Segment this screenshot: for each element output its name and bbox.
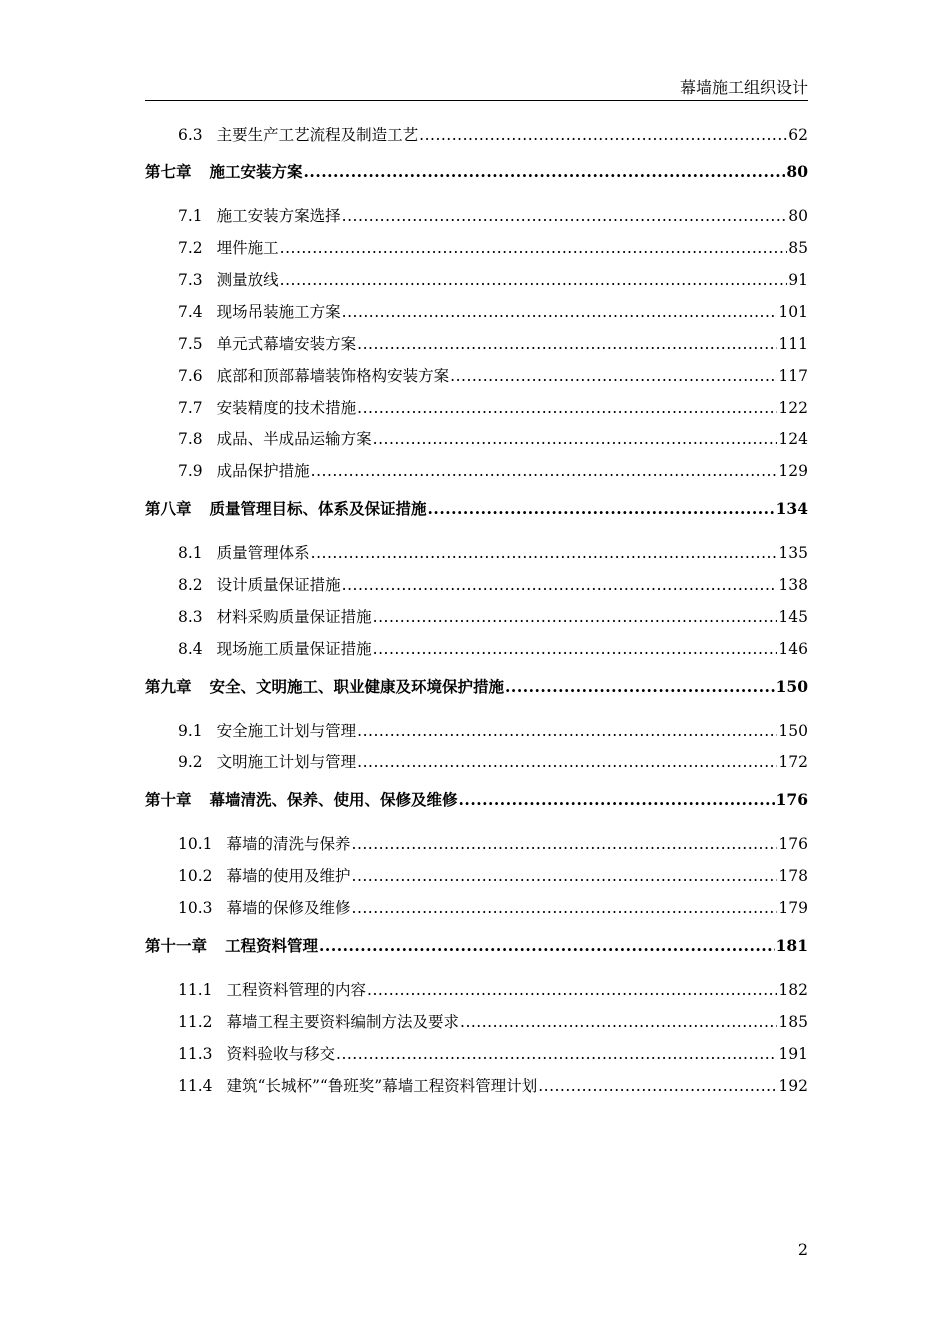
toc-entry-number: 9.2	[178, 753, 203, 771]
toc-entry-title: 幕墙的保修及维修	[226, 899, 351, 917]
toc-entry-title: 施工安装方案选择	[216, 207, 341, 225]
toc-entry-page: 80	[786, 162, 808, 181]
toc-entry-page: 176	[778, 835, 808, 853]
toc-entry-title: 幕墙的使用及维护	[226, 867, 351, 885]
toc-entry-title: 工程资料管理	[225, 936, 319, 955]
toc-leader-dots	[459, 790, 775, 810]
toc-entry-title: 质量管理体系	[216, 544, 310, 562]
toc-chapter-entry[interactable]	[145, 162, 808, 182]
toc-entry-title: 埋件施工	[216, 239, 279, 257]
running-header: 幕墙施工组织设计	[679, 78, 808, 97]
toc-entry-title: 幕墙工程主要资料编制方法及要求	[226, 1013, 460, 1031]
toc-entry-title: 工程资料管理的内容	[226, 981, 367, 999]
toc-leader-dots	[450, 366, 777, 386]
toc-entry-number: 7.7	[178, 399, 203, 417]
toc-section-entry[interactable]	[178, 270, 808, 290]
toc-leader-dots	[304, 162, 786, 182]
toc-entry-page: 138	[778, 576, 808, 594]
toc-entry-title: 资料验收与移交	[226, 1045, 336, 1063]
toc-section-entry[interactable]	[178, 575, 808, 595]
toc-entry-page: 129	[778, 462, 808, 480]
toc-entry-page: 62	[788, 126, 808, 144]
toc-chapter-entry[interactable]	[145, 677, 808, 697]
toc-section-entry[interactable]	[178, 607, 808, 627]
toc-entry-page: 150	[778, 722, 808, 740]
toc-leader-dots	[311, 461, 778, 481]
toc-leader-dots	[505, 677, 775, 697]
toc-section-entry[interactable]	[178, 980, 808, 1000]
toc-leader-dots	[311, 543, 778, 563]
toc-entry-page: 117	[778, 367, 808, 385]
toc-section-entry[interactable]	[178, 1012, 808, 1032]
toc-entry-number: 7.1	[178, 207, 203, 225]
toc-chapter-entry[interactable]	[145, 499, 808, 519]
toc-entry-number: 6.3	[178, 126, 203, 144]
toc-chapter-entry[interactable]	[145, 936, 808, 956]
toc-entry-page: 172	[778, 753, 808, 771]
toc-entry-number: 第九章	[145, 677, 192, 696]
toc-leader-dots	[373, 429, 778, 449]
toc-entry-number: 7.2	[178, 239, 203, 257]
toc-leader-dots	[419, 125, 787, 145]
toc-entry-page: 134	[775, 499, 808, 518]
toc-leader-dots	[352, 834, 778, 854]
toc-entry-number: 9.1	[178, 722, 203, 740]
toc-entry-page: 101	[778, 303, 808, 321]
toc-section-entry[interactable]	[178, 366, 808, 386]
toc-entry-title: 施工安装方案	[209, 162, 303, 181]
toc-entry-title: 幕墙清洗、保养、使用、保修及维修	[209, 790, 458, 809]
toc-entry-number: 8.1	[178, 544, 203, 562]
toc-entry-title: 幕墙的清洗与保养	[226, 835, 351, 853]
toc-leader-dots	[280, 238, 788, 258]
page-number: 2	[797, 1240, 808, 1259]
toc-entry-number: 10.2	[178, 867, 213, 885]
toc-leader-dots	[373, 639, 778, 659]
toc-entry-page: 111	[778, 335, 808, 353]
toc-entry-number: 第十一章	[145, 936, 208, 955]
toc-entry-title: 材料采购质量保证措施	[216, 608, 372, 626]
toc-leader-dots	[367, 980, 777, 1000]
toc-entry-number: 8.4	[178, 640, 203, 658]
toc-entry-page: 179	[778, 899, 808, 917]
toc-entry-number: 7.8	[178, 430, 203, 448]
toc-entry-page: 182	[778, 981, 808, 999]
toc-entry-number: 第八章	[145, 499, 192, 518]
toc-entry-page: 178	[778, 867, 808, 885]
toc-leader-dots	[280, 270, 788, 290]
toc-entry-title: 安全施工计划与管理	[216, 722, 357, 740]
toc-leader-dots	[357, 721, 777, 741]
toc-section-entry[interactable]	[178, 1076, 808, 1096]
toc-leader-dots	[357, 334, 777, 354]
toc-leader-dots	[428, 499, 775, 519]
toc-entry-title: 主要生产工艺流程及制造工艺	[216, 126, 419, 144]
toc-entry-page: 176	[775, 790, 808, 809]
toc-entry-title: 测量放线	[216, 271, 279, 289]
toc-entry-number: 第十章	[145, 790, 192, 809]
toc-entry-number: 7.4	[178, 303, 203, 321]
toc-section-entry[interactable]	[178, 206, 808, 226]
toc-entry-number: 7.9	[178, 462, 203, 480]
toc-entry-number: 11.2	[178, 1013, 213, 1031]
toc-leader-dots	[336, 1044, 777, 1064]
toc-entry-page: 124	[778, 430, 808, 448]
toc-leader-dots	[342, 302, 778, 322]
toc-entry-number: 11.4	[178, 1077, 213, 1095]
toc-section-entry[interactable]	[178, 334, 808, 354]
toc-leader-dots	[342, 575, 778, 595]
toc-section-entry[interactable]	[178, 866, 808, 886]
toc-leader-dots	[373, 607, 778, 627]
toc-entry-number: 10.3	[178, 899, 213, 917]
toc-entry-page: 91	[788, 271, 808, 289]
toc-section-entry[interactable]	[178, 752, 808, 772]
toc-leader-dots	[352, 866, 778, 886]
toc-entry-title: 现场吊装施工方案	[216, 303, 341, 321]
toc-entry-number: 8.3	[178, 608, 203, 626]
toc-section-entry[interactable]	[178, 721, 808, 741]
toc-entry-page: 191	[778, 1045, 808, 1063]
toc-entry-title: 成品、半成品运输方案	[216, 430, 372, 448]
toc-entry-title: 文明施工计划与管理	[216, 753, 357, 771]
toc-entry-title: 设计质量保证措施	[216, 576, 341, 594]
toc-entry-title: 成品保护措施	[216, 462, 310, 480]
toc-entry-number: 10.1	[178, 835, 213, 853]
toc-entry-number: 8.2	[178, 576, 203, 594]
toc-section-entry[interactable]	[178, 238, 808, 258]
toc-section-entry[interactable]	[178, 639, 808, 659]
toc-section-entry[interactable]	[178, 898, 808, 918]
toc-entry-number: 7.5	[178, 335, 203, 353]
toc-section-entry[interactable]	[178, 398, 808, 418]
toc-entry-title: 安装精度的技术措施	[216, 399, 357, 417]
toc-entry-page: 185	[778, 1013, 808, 1031]
toc-entry-number: 11.1	[178, 981, 213, 999]
toc-leader-dots	[342, 206, 788, 226]
toc-entry-page: 150	[775, 677, 808, 696]
toc-leader-dots	[460, 1012, 777, 1032]
toc-entry-title: 单元式幕墙安装方案	[216, 335, 357, 353]
toc-leader-dots	[352, 898, 778, 918]
toc-entry-title: 建筑“长城杯”“鲁班奖”幕墙工程资料管理计划	[226, 1077, 538, 1095]
toc-leader-dots	[357, 752, 777, 772]
toc-entry-page: 122	[778, 399, 808, 417]
toc-section-entry[interactable]	[178, 461, 808, 481]
toc-entry-page: 135	[778, 544, 808, 562]
toc-entry-title: 质量管理目标、体系及保证措施	[209, 499, 427, 518]
toc-entry-number: 7.3	[178, 271, 203, 289]
toc-section-entry[interactable]	[178, 125, 808, 145]
toc-leader-dots	[357, 398, 777, 418]
toc-entry-page: 181	[775, 936, 808, 955]
toc-entry-title: 现场施工质量保证措施	[216, 640, 372, 658]
toc-entry-title: 安全、文明施工、职业健康及环境保护措施	[209, 677, 505, 696]
toc-entry-number: 第七章	[145, 162, 192, 181]
toc-chapter-entry[interactable]	[145, 790, 808, 810]
toc-leader-dots	[319, 936, 775, 956]
toc-entry-number: 7.6	[178, 367, 203, 385]
toc-section-entry[interactable]	[178, 834, 808, 854]
toc-entry-number: 11.3	[178, 1045, 213, 1063]
toc-entry-page: 80	[788, 207, 808, 225]
toc-entry-page: 146	[778, 640, 808, 658]
toc-entry-page: 85	[788, 239, 808, 257]
toc-entry-page: 192	[778, 1077, 808, 1095]
toc-section-entry[interactable]	[178, 302, 808, 322]
toc-leader-dots	[538, 1076, 777, 1096]
toc-section-entry[interactable]	[178, 429, 808, 449]
toc-entry-title: 底部和顶部幕墙装饰格构安装方案	[216, 367, 450, 385]
toc-entry-page: 145	[778, 608, 808, 626]
toc-section-entry[interactable]	[178, 543, 808, 563]
toc-section-entry[interactable]	[178, 1044, 808, 1064]
